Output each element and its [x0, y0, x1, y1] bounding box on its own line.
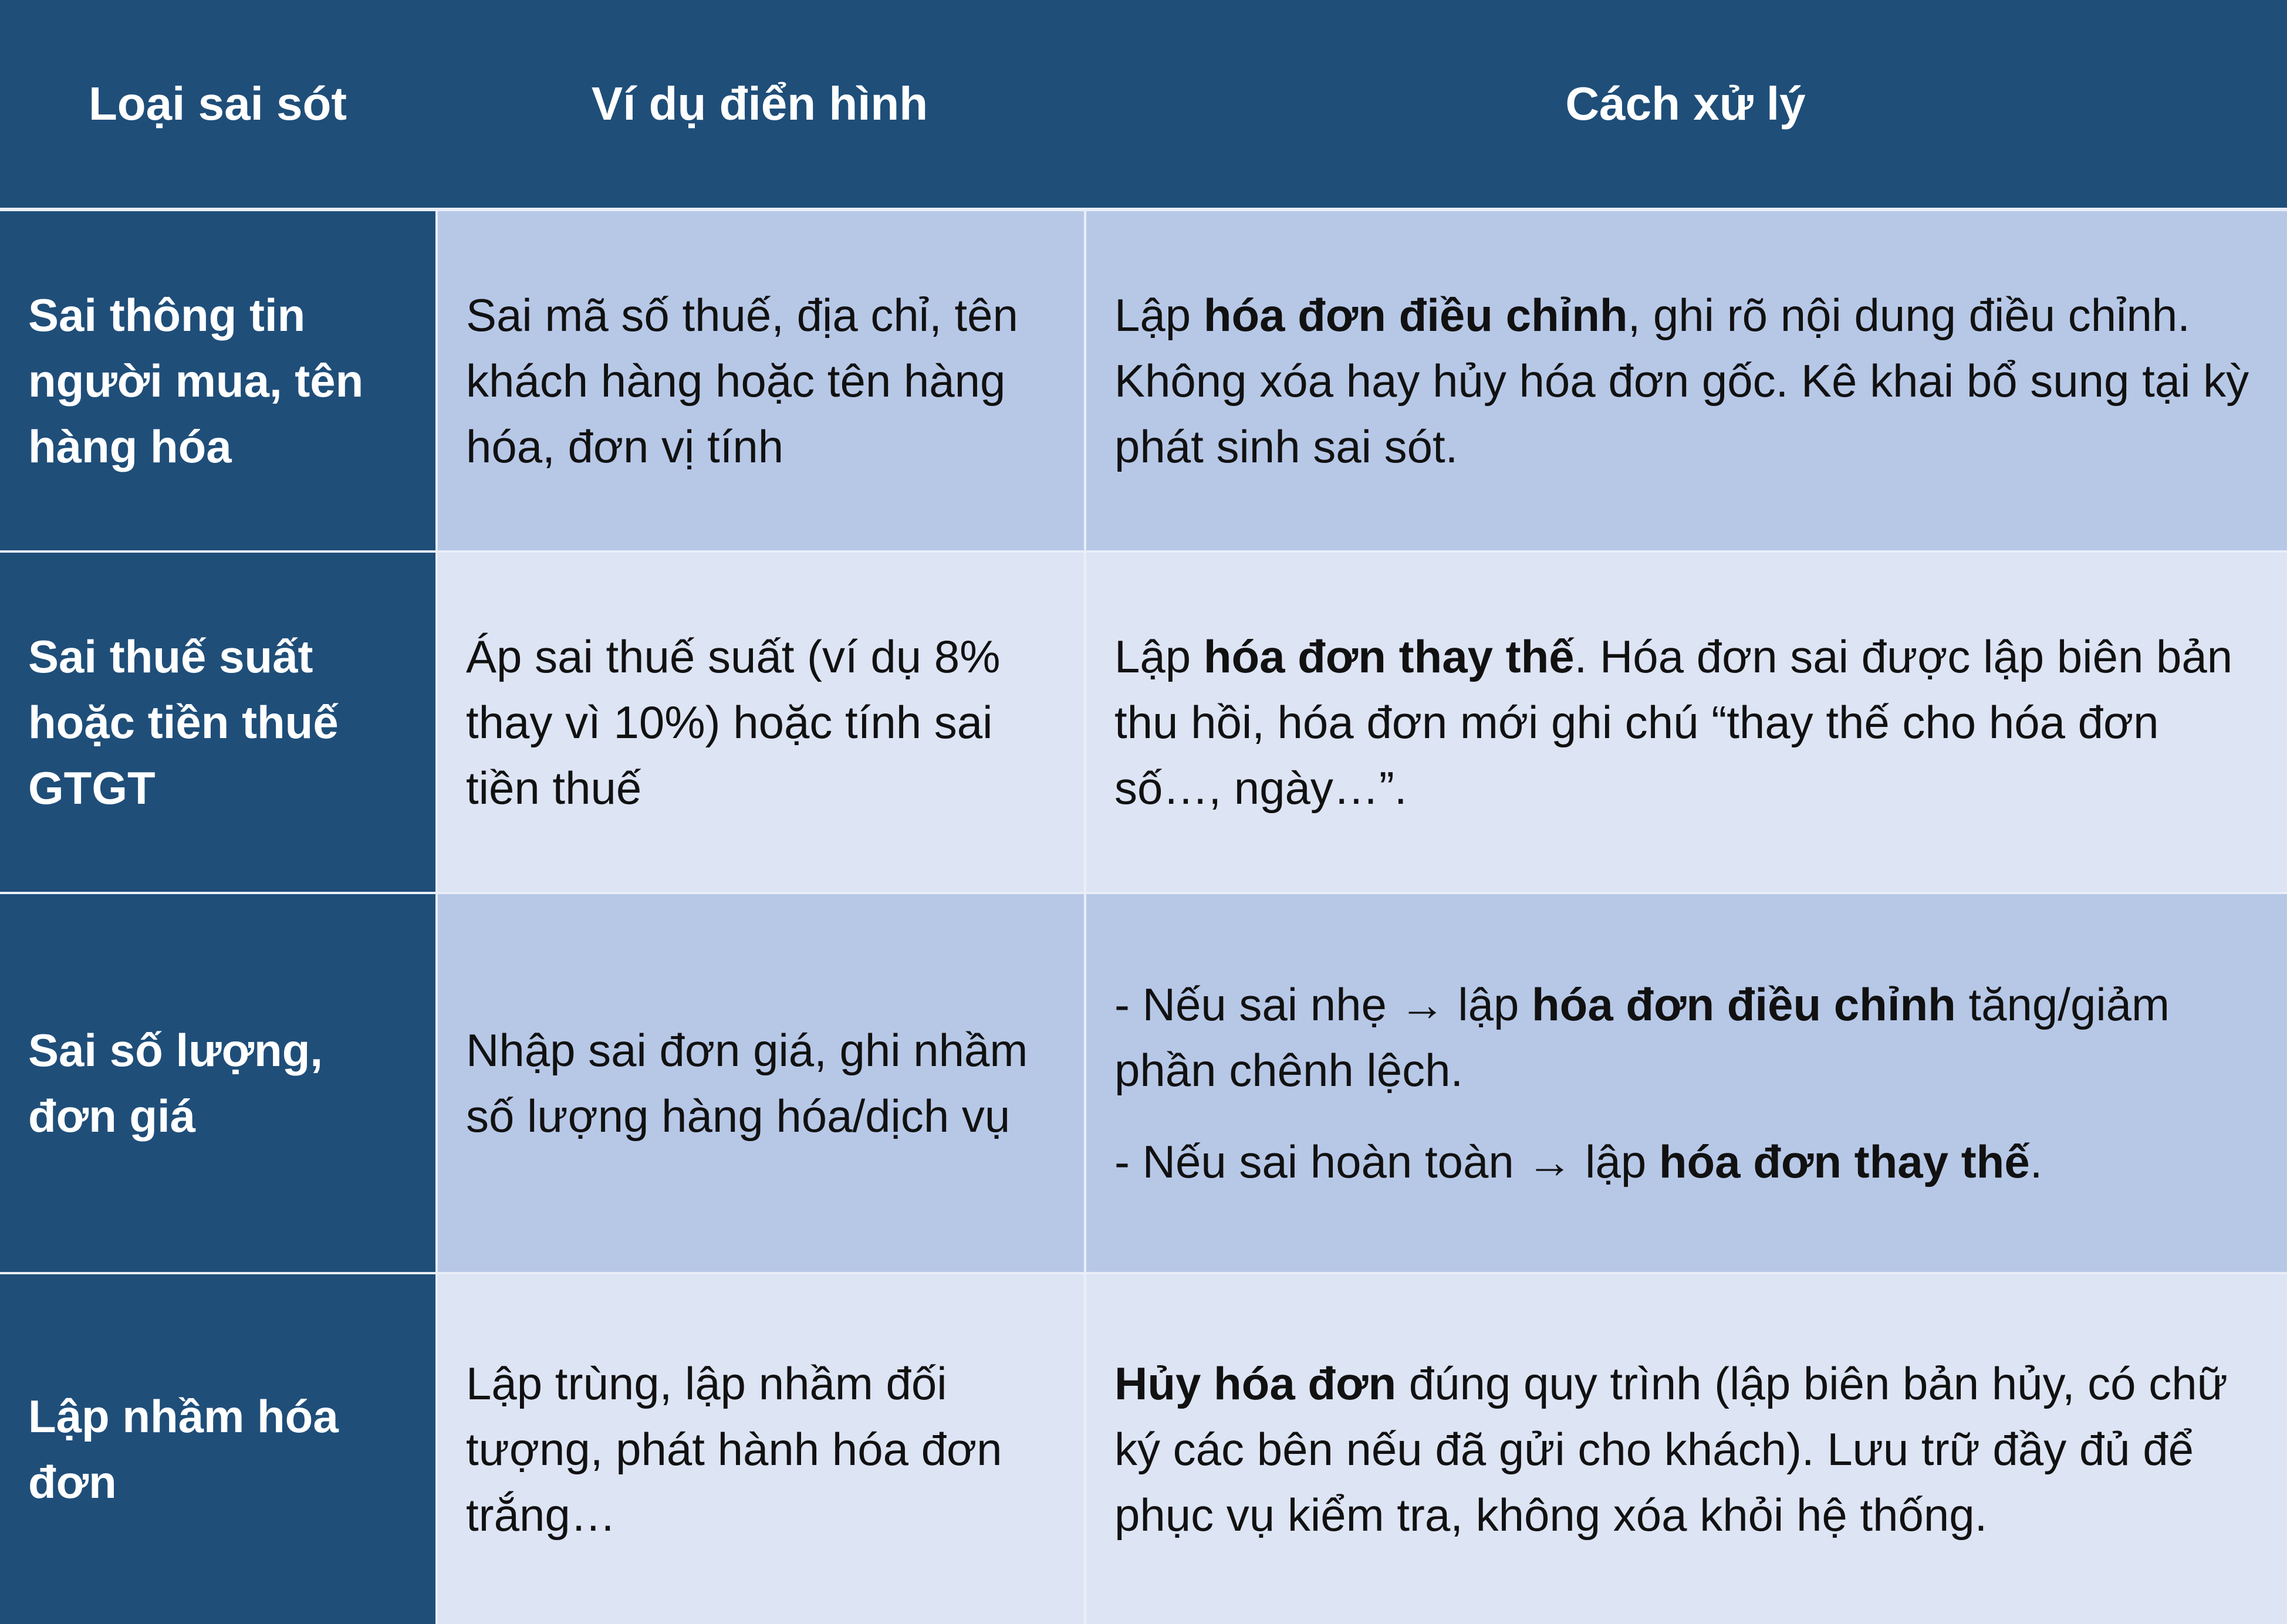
- row-2-handling-text: [1114, 624, 2264, 821]
- row-2-handling: [1084, 553, 2287, 894]
- row-4-error-type: [0, 1274, 435, 1624]
- header-error-type: Loại sai sót: [0, 0, 435, 211]
- row-2-handling-prefix: Lập: [1114, 631, 1204, 682]
- row-1-handling-bold: hóa đơn điều chỉnh: [1203, 289, 1628, 341]
- row-4-error-type-text: Lập nhầm hóa đơn: [28, 1390, 339, 1508]
- row-3-example: [435, 894, 1084, 1274]
- row-4-handling-bold: Hủy hóa đơn: [1114, 1358, 1397, 1409]
- row-2-error-type: [0, 553, 435, 894]
- row-1-handling: [1084, 211, 2287, 553]
- row-1-error-type-text: Sai thông tin người mua, tên hàng hóa: [28, 289, 364, 472]
- row-2-error-type-text: Sai thuế suất hoặc tiền thuế GTGT: [28, 631, 339, 814]
- row-4-handling: [1084, 1274, 2287, 1624]
- row-3-example-text: Nhập sai đơn giá, ghi nhầm số lượng hàng hóa/dịch vụ: [466, 1024, 1028, 1142]
- row-1-handling-suffix: , ghi rõ nội dung điều chỉnh. Không xóa hay hủy hóa đơn gốc. Kê khai bổ sung tại kỳ phát sinh sai sót.: [1114, 289, 2249, 472]
- row-1-error-type: [0, 211, 435, 553]
- row-3-handling-line-1-prefix: - Nếu sai nhẹ → lập: [1114, 979, 1532, 1030]
- row-3-handling-line-2: [1114, 1136, 2042, 1187]
- row-1-handling-prefix: Lập: [1114, 289, 1204, 341]
- row-4-example: [435, 1274, 1084, 1624]
- row-4-handling-text: [1114, 1351, 2264, 1548]
- row-3-handling-line-2-bold: hóa đơn thay thế: [1658, 1136, 2030, 1187]
- header-handling: Cách xử lý: [1084, 0, 2287, 211]
- row-3-handling-line-gap: [1114, 1103, 2264, 1129]
- row-1-handling-text: [1114, 282, 2264, 479]
- row-3-handling-line-2-prefix: - Nếu sai hoàn toàn → lập: [1114, 1136, 1659, 1187]
- row-1-example-text: Sai mã số thuế, địa chỉ, tên khách hàng hoặc tên hàng hóa, đơn vị tính: [466, 289, 1018, 472]
- row-1-example: [435, 211, 1084, 553]
- row-4-example-text: Lập trùng, lập nhầm đối tượng, phát hành hóa đơn trắng…: [466, 1358, 1002, 1541]
- row-3-handling-line-2-suffix: .: [2029, 1136, 2043, 1187]
- row-3-error-type-text: Sai số lượng, đơn giá: [28, 1024, 323, 1142]
- row-3-handling-line-1-suffix: tăng/giảm phần chênh lệch.: [1114, 979, 2170, 1096]
- row-3-handling-line-1-bold: hóa đơn điều chỉnh: [1532, 979, 1956, 1030]
- row-2-handling-suffix: . Hóa đơn sai được lập biên bản thu hồi, hóa đơn mới ghi chú “thay thế cho hóa đơn số…, ngày…”.: [1114, 631, 2233, 814]
- row-2-example-text: Áp sai thuế suất (ví dụ 8% thay vì 10%) hoặc tính sai tiền thuế: [466, 631, 1001, 814]
- header-example: Ví dụ điển hình: [435, 0, 1084, 211]
- row-3-error-type: [0, 894, 435, 1274]
- row-3-handling: [1084, 894, 2287, 1274]
- row-2-handling-bold: hóa đơn thay thế: [1203, 631, 1575, 682]
- row-2-example: [435, 553, 1084, 894]
- row-3-handling-line-1: [1114, 979, 2170, 1096]
- row-3-handling-text: [1114, 972, 2264, 1195]
- row-4-handling-suffix: đúng quy trình (lập biên bản hủy, có chữ ký các bên nếu đã gửi cho khách). Lưu trữ đầy đủ để phục vụ kiểm tra, không xóa khỏi hệ thống.: [1114, 1358, 2228, 1541]
